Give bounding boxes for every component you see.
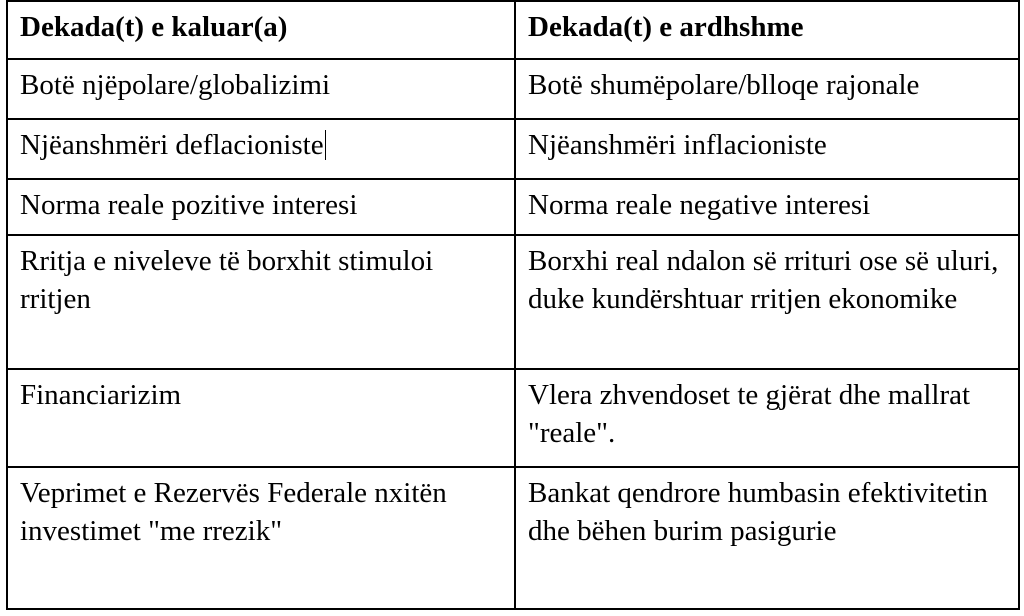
cell-next: Bankat qendrore humbasin efektivitetin dhe bëhen burim pasigurie bbox=[515, 467, 1019, 609]
cell-next: Norma reale negative interesi bbox=[515, 179, 1019, 235]
table-row bbox=[7, 369, 1019, 467]
cell-next: Botë shumëpolare/blloqe rajonale bbox=[515, 59, 1019, 119]
cell-past: Rritja e niveleve të borxhit stimuloi rritjen bbox=[7, 235, 515, 369]
cell-next: Njëanshmëri inflacioniste bbox=[515, 119, 1019, 179]
text-cursor bbox=[325, 130, 326, 160]
table-row bbox=[7, 467, 1019, 609]
cell-next: Vlera zhvendoset te gjërat dhe mallrat "reale". bbox=[515, 369, 1019, 467]
cell-past: Botë njëpolare/globalizimi bbox=[7, 59, 515, 119]
cell-past[interactable] bbox=[7, 119, 515, 179]
header-past-decades: Dekada(t) e kaluar(a) bbox=[7, 1, 515, 59]
cell-text: Njëanshmëri deflacioniste bbox=[20, 129, 324, 161]
table-row bbox=[7, 235, 1019, 369]
cell-next: Borxhi real ndalon së rrituri ose së uluri, duke kundërshtuar rritjen ekonomike bbox=[515, 235, 1019, 369]
header-next-decades: Dekada(t) e ardhshme bbox=[515, 1, 1019, 59]
table-row bbox=[7, 179, 1019, 235]
cell-past: Veprimet e Rezervës Federale nxitën investimet "me rrezik" bbox=[7, 467, 515, 609]
cell-past: Financiarizim bbox=[7, 369, 515, 467]
comparison-table bbox=[6, 0, 1020, 610]
cell-past: Norma reale pozitive interesi bbox=[7, 179, 515, 235]
table-row bbox=[7, 59, 1019, 119]
table-row bbox=[7, 119, 1019, 179]
header-row bbox=[7, 1, 1019, 59]
